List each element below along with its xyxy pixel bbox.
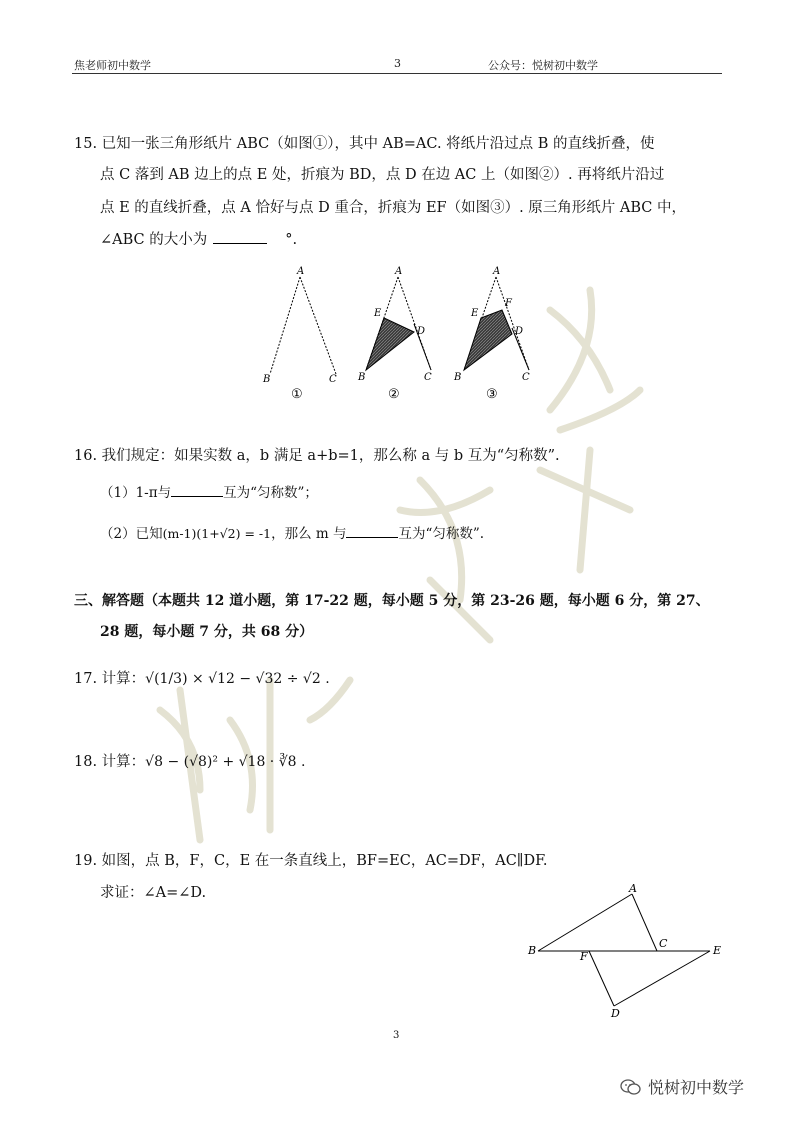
q15-figures bbox=[255, 262, 545, 402]
fig3-label-d: D bbox=[515, 326, 524, 337]
q15-answer-blank[interactable] bbox=[213, 229, 267, 244]
fig2-label-e: E bbox=[374, 308, 382, 319]
fig1-caption: ① bbox=[291, 387, 303, 402]
fig1-label-c: C bbox=[329, 374, 337, 385]
q16-part-2-suffix: 互为“匀称数”. bbox=[398, 526, 485, 542]
q16-part-2-text: （2）已知 bbox=[100, 526, 163, 542]
q19-label-d: D bbox=[611, 1007, 620, 1020]
fig1-label-b: B bbox=[263, 374, 271, 385]
header-left: 焦老师初中数学 bbox=[74, 59, 151, 72]
figure-3 bbox=[453, 266, 530, 402]
footer-brand bbox=[620, 1075, 744, 1098]
section-3-heading-cont: 28 题，每小题 7 分，共 68 分） bbox=[100, 624, 314, 640]
q16-part-2-mid: ，那么 m 与 bbox=[271, 526, 347, 542]
q19-line-1: 19. 如图，点 B，F，C，E 在一条直线上，BF=EC，AC=DF，AC∥DF. bbox=[74, 853, 548, 869]
q15-degree-text: °. bbox=[285, 232, 298, 248]
q16-part-2 bbox=[100, 523, 484, 544]
header-page-number: 3 bbox=[394, 57, 401, 70]
fig3-label-c: C bbox=[522, 372, 530, 383]
q16-part-2-blank[interactable] bbox=[346, 523, 398, 538]
q17-expression: √(1/3) × √12 − √32 ÷ √2 . bbox=[145, 671, 330, 687]
wechat-icon bbox=[620, 1078, 642, 1096]
q16-part-1-text: （1）1-π与 bbox=[100, 485, 172, 501]
header-rule bbox=[72, 73, 722, 74]
q19-label-c: C bbox=[659, 937, 668, 950]
section-3-heading: 三、解答题（本题共 12 道小题，第 17-22 题，每小题 5 分，第 23-26 题，每小题 6 分，第 27、 bbox=[74, 593, 710, 609]
header-right: 公众号：悦树初中数学 bbox=[488, 59, 598, 72]
fig3-label-f: F bbox=[505, 298, 512, 309]
footer-brand-text: 悦树初中数学 bbox=[648, 1078, 745, 1097]
q19-figure bbox=[520, 880, 730, 1020]
figure-1 bbox=[262, 266, 337, 402]
q15-line-4-text: ∠ABC 的大小为 bbox=[100, 232, 208, 248]
q15-line-4 bbox=[100, 229, 297, 250]
fig2-label-c: C bbox=[424, 372, 432, 383]
q16-part-1 bbox=[100, 482, 318, 503]
q15-line-3: 点 E 的直线折叠，点 A 恰好与点 D 重合，折痕为 EF（如图③）. 原三角形纸片 ABC 中， bbox=[100, 200, 687, 216]
q16-part-1-blank[interactable] bbox=[171, 482, 223, 497]
fig2-label-a: A bbox=[395, 266, 403, 277]
fig2-caption: ② bbox=[388, 387, 400, 402]
fig3-caption: ③ bbox=[486, 387, 498, 402]
q18-label: 18. 计算： bbox=[74, 754, 146, 770]
q17-label: 17. 计算： bbox=[74, 671, 146, 687]
figure-2 bbox=[357, 266, 432, 402]
q16-part-2-expression: (m-1)(1+√2) = -1 bbox=[162, 526, 272, 541]
q15-line-1: 15. 已知一张三角形纸片 ABC（如图①），其中 AB=AC. 将纸片沿过点 B 的直线折叠，使 bbox=[74, 136, 655, 152]
q15-line-2: 点 C 落到 AB 边上的点 E 处，折痕为 BD，点 D 在边 AC 上（如图②）. 再将纸片沿过 bbox=[100, 167, 665, 183]
q18-expression: √8 − (√8)² + √18 · ∛8 . bbox=[145, 754, 306, 770]
fig2-label-d: D bbox=[417, 326, 426, 337]
fig1-label-a: A bbox=[297, 266, 305, 277]
q19-line-2: 求证：∠A=∠D. bbox=[100, 885, 207, 901]
q19-label-e: E bbox=[713, 944, 722, 957]
fig3-label-e: E bbox=[471, 308, 479, 319]
q18 bbox=[74, 752, 305, 772]
fig3-label-a: A bbox=[493, 266, 501, 277]
fig2-label-b: B bbox=[358, 372, 366, 383]
q16-part-1-suffix: 互为“匀称数”； bbox=[223, 485, 318, 501]
q17 bbox=[74, 669, 330, 689]
q19-label-f: F bbox=[580, 950, 588, 963]
fig3-label-b: B bbox=[454, 372, 462, 383]
footer-page-number: 3 bbox=[393, 1030, 400, 1041]
q19-label-b: B bbox=[528, 944, 537, 957]
q16-line-1: 16. 我们规定：如果实数 a，b 满足 a+b=1，那么称 a 与 b 互为“匀称数”. bbox=[74, 448, 560, 464]
q19-label-a: A bbox=[629, 882, 637, 895]
